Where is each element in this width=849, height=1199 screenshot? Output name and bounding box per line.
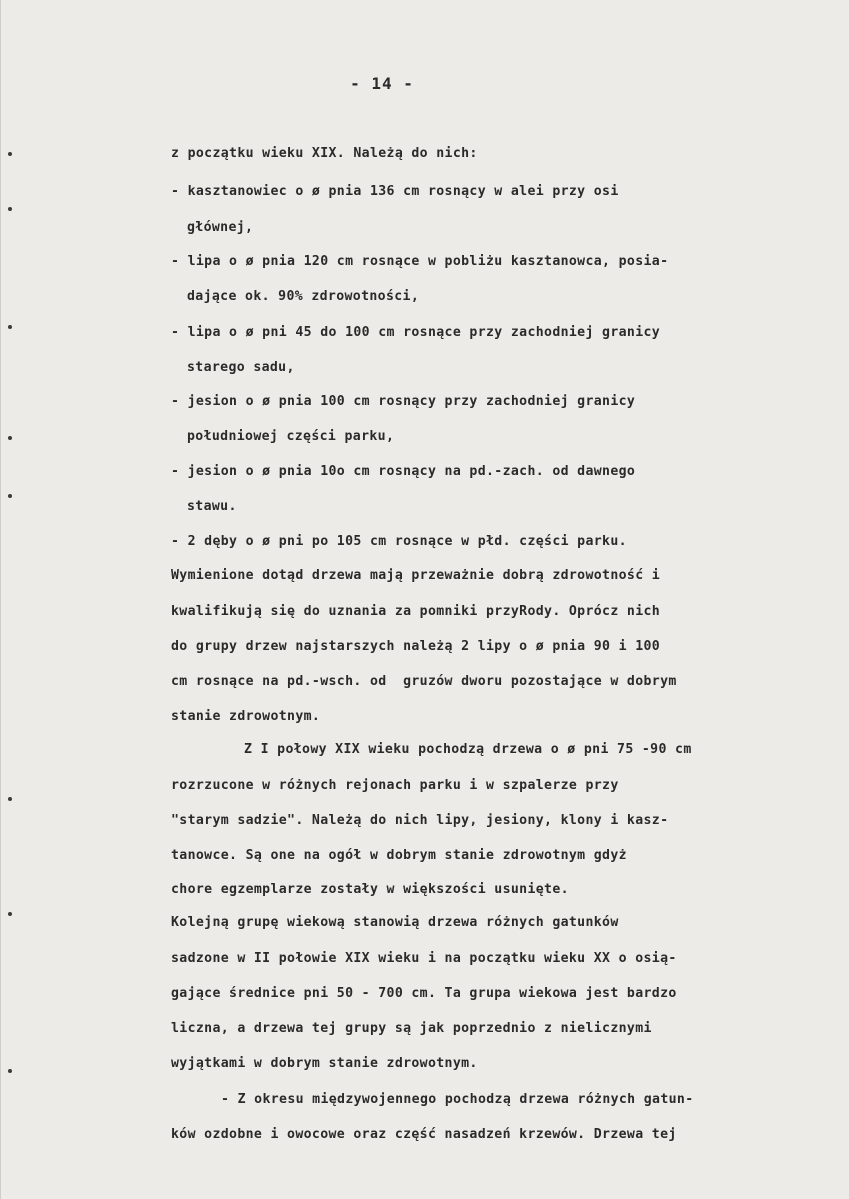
binder-dot: [8, 325, 12, 329]
text-line: - lipa o ø pnia 120 cm rosnące w pobliżu kasztanowca, posia-: [171, 254, 669, 269]
binder-dot: [8, 1069, 12, 1073]
text-line: gające średnice pni 50 - 700 cm. Ta grupa wiekowa jest bardzo: [171, 986, 677, 1001]
text-line: chore egzemplarze zostały w większości usunięte.: [171, 882, 569, 897]
text-line: Z I połowy XIX wieku pochodzą drzewa o ø pni 75 -90 cm: [244, 742, 692, 757]
binder-dot: [8, 436, 12, 440]
text-line: cm rosnące na pd.-wsch. od gruzów dworu pozostające w dobrym: [171, 674, 677, 689]
text-line: - lipa o ø pni 45 do 100 cm rosnące przy zachodniej granicy: [171, 325, 661, 340]
text-line: "starym sadzie". Należą do nich lipy, jesiony, klony i kasz-: [171, 813, 669, 828]
text-line: - 2 dęby o ø pni po 105 cm rosnące w płd. części parku.: [171, 534, 627, 549]
text-line: stawu.: [187, 499, 237, 514]
text-line: - kasztanowiec o ø pnia 136 cm rosnący w alei przy osi: [171, 184, 619, 199]
binder-dot: [8, 797, 12, 801]
page-number: - 14 -: [350, 74, 414, 93]
binder-dot: [8, 494, 12, 498]
text-line: rozrzucone w różnych rejonach parku i w szpalerze przy: [171, 778, 619, 793]
text-line: do grupy drzew najstarszych należą 2 lipy o ø pnia 90 i 100: [171, 639, 661, 654]
text-line: południowej części parku,: [187, 429, 395, 444]
text-line: - Z okresu międzywojennego pochodzą drzewa różnych gatun-: [221, 1092, 694, 1107]
text-line: starego sadu,: [187, 360, 295, 375]
text-line: z początku wieku XIX. Należą do nich:: [171, 146, 478, 161]
binder-dot: [8, 912, 12, 916]
text-line: liczna, a drzewa tej grupy są jak poprzednio z nielicznymi: [171, 1021, 652, 1036]
text-line: - jesion o ø pnia 100 cm rosnący przy zachodniej granicy: [171, 394, 636, 409]
binder-dot: [8, 207, 12, 211]
text-line: sadzone w II połowie XIX wieku i na początku wieku XX o osią-: [171, 951, 677, 966]
text-line: dające ok. 90% zdrowotności,: [187, 289, 420, 304]
text-line: Kolejną grupę wiekową stanowią drzewa różnych gatunków: [171, 915, 619, 930]
text-line: tanowce. Są one na ogół w dobrym stanie zdrowotnym gdyż: [171, 848, 627, 863]
text-line: ków ozdobne i owocowe oraz część nasadzeń krzewów. Drzewa tej: [171, 1127, 677, 1142]
text-line: wyjątkami w dobrym stanie zdrowotnym.: [171, 1056, 478, 1071]
text-line: stanie zdrowotnym.: [171, 709, 321, 724]
text-line: kwalifikują się do uznania za pomniki przyRody. Oprócz nich: [171, 604, 661, 619]
text-line: Wymienione dotąd drzewa mają przeważnie dobrą zdrowotność i: [171, 568, 661, 583]
binder-dot: [8, 152, 12, 156]
text-line: - jesion o ø pnia 10o cm rosnący na pd.-zach. od dawnego: [171, 464, 636, 479]
text-line: głównej,: [187, 220, 254, 235]
